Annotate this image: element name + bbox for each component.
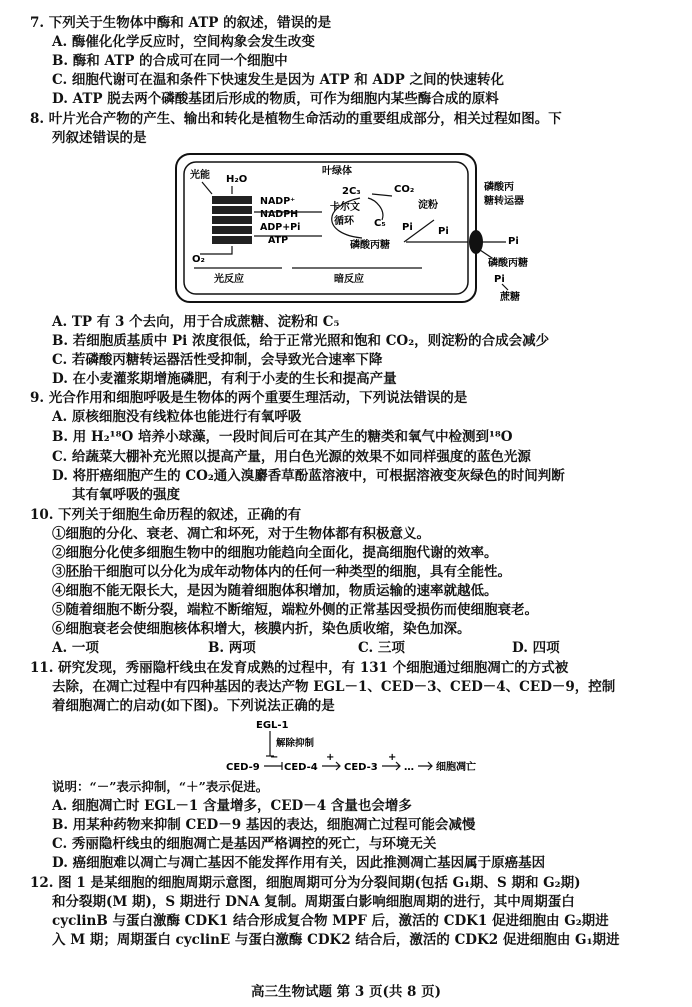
q10-statement-2: ②细胞分化使多细胞生物中的细胞功能趋向全面化，提高细胞代谢的效率。 — [52, 545, 498, 561]
label-ced3: CED-3 — [344, 762, 378, 773]
label-adp-pi: ADP+Pi — [260, 222, 301, 233]
q10-option-c: C. 三项 — [358, 640, 405, 656]
label-relieve-inhibition: 解除抑制 — [276, 738, 315, 749]
q10-statement-5: ⑤随着细胞不断分裂，端粒不断缩短，端粒外侧的正常基因受损伤而使细胞衰老。 — [52, 602, 538, 618]
label-dark-reaction: 暗反应 — [334, 274, 364, 285]
q10-option-a: A. 一项 — [52, 640, 99, 656]
q9-stem: 9. 光合作用和细胞呼吸是生物体的两个重要生理活动，下列说法错误的是 — [30, 390, 468, 406]
q11-option-b: B. 用某种药物来抑制 CED－9 基因的表达，细胞凋亡过程可能会减慢 — [52, 817, 476, 833]
q7-option-b: B. 酶和 ATP 的合成可在同一个细胞中 — [52, 53, 288, 69]
label-calvin-1: 卡尔文 — [330, 202, 360, 213]
label-apoptosis: 细胞凋亡 — [436, 762, 476, 773]
label-h2o: H₂O — [226, 174, 248, 185]
label-sucrose: 蔗糖 — [500, 292, 520, 303]
q10-statement-4: ④细胞不能无限长大，是因为随着细胞体积增加，物质运输的速率就越低。 — [52, 583, 498, 599]
q8-stem-line1: 8. 叶片光合产物的产生、输出和转化是植物生命活动的重要组成部分，相关过程如图。下 — [30, 111, 562, 127]
q8-option-b: B. 若细胞质基质中 Pi 浓度很低，给于正常光照和饱和 CO₂，则淀粉的合成会减少 — [52, 333, 550, 349]
label-o2: O₂ — [192, 254, 205, 265]
label-pi-3: Pi — [508, 236, 519, 247]
q7-option-c: C. 细胞代谢可在温和条件下快速发生是因为 ATP 和 ADP 之间的快速转化 — [52, 72, 504, 88]
label-transporter-2: 糖转运器 — [484, 196, 524, 207]
q7-option-d: D. ATP 脱去两个磷酸基团后形成的物质，可作为细胞内某些酶合成的原料 — [52, 91, 499, 107]
q12-line3: cyclinB 与蛋白激酶 CDK1 结合形成复合物 MPF 后，激活的 CDK1 促进细胞由 G₂期进 — [52, 913, 609, 929]
label-plus-1: + — [326, 752, 335, 763]
q11-stem-line1: 11. 研究发现，秀丽隐杆线虫在发育成熟的过程中，有 131 个细胞通过细胞凋亡的方式被 — [30, 660, 569, 676]
q12-line4: 入 M 期；周期蛋白 cyclinE 与蛋白激酶 CDK2 结合后，激活的 CDK2 促进细胞由 G₁期进 — [52, 932, 620, 948]
q9-option-d-line2: 其有氧呼吸的强度 — [72, 487, 180, 503]
q11-stem-line2: 去除，在凋亡过程中有四种基因的表达产物 EGL－1、CED－3、CED－4、CED－9，控制 — [52, 679, 616, 695]
label-atp: ATP — [268, 235, 289, 246]
q10-option-b: B. 两项 — [208, 640, 256, 656]
q10-statement-3: ③胚胎干细胞可以分化为成年动物体内的任何一种类型的细胞，具有全能性。 — [52, 564, 511, 580]
label-pi-4: Pi — [494, 274, 505, 285]
label-light-reaction: 光反应 — [214, 274, 244, 285]
label-ced4: CED-4 — [284, 762, 318, 773]
thylakoid-stack — [212, 196, 252, 244]
q9-option-c: C. 给蔬菜大棚补充光照以提高产量，用白色光源的效果不如同样强度的蓝色光源 — [52, 449, 531, 465]
label-triose-phosphate-2: 磷酸丙糖 — [488, 258, 528, 269]
label-chloroplast: 叶绿体 — [322, 166, 352, 177]
q8-stem-line2: 列叙述错误的是 — [52, 130, 147, 146]
label-plus-2: + — [388, 752, 397, 763]
q11-note: 说明：“－”表示抑制，“＋”表示促进。 — [52, 779, 269, 794]
label-transporter-1: 磷酸丙 — [484, 182, 514, 193]
q8-option-c: C. 若磷酸丙糖转运器活性受抑制，会导致光合速率下降 — [52, 352, 383, 368]
q11-option-c: C. 秀丽隐杆线虫的细胞凋亡是基因严格调控的死亡，与环境无关 — [52, 836, 437, 852]
label-ced9: CED-9 — [226, 762, 260, 773]
q9-option-b: B. 用 H₂¹⁸O 培养小球藻，一段时间后可在其产生的糖类和氧气中检测到¹⁸O — [52, 429, 513, 445]
label-dots: … — [404, 762, 414, 773]
photosynthesis-diagram — [172, 150, 562, 310]
q7-option-a: A. 酶催化化学反应时，空间构象会发生改变 — [52, 34, 315, 50]
q10-option-d: D. 四项 — [512, 640, 560, 656]
q10-statement-6: ⑥细胞衰老会使细胞核体积增大，核膜内折，染色质收缩，染色加深。 — [52, 621, 471, 637]
q10-stem: 10. 下列关于细胞生命历程的叙述，正确的有 — [30, 507, 302, 523]
label-co2: CO₂ — [394, 184, 415, 195]
q9-option-d-line1: D. 将肝癌细胞产生的 CO₂通入溴麝香草酚蓝溶液中，可根据溶液变灰绿色的时间判断 — [52, 468, 565, 484]
label-calvin-2: 循环 — [334, 216, 354, 227]
label-nadp: NADP⁺ — [260, 196, 296, 207]
label-2c3: 2C₃ — [342, 186, 361, 197]
q12-line1: 12. 图 1 是某细胞的细胞周期示意图，细胞周期可分为分裂间期(包括 G₁期、S 期和 G₂期) — [30, 875, 581, 891]
label-pi-2: Pi — [438, 226, 449, 237]
label-pi-1: Pi — [402, 222, 413, 233]
q8-option-a: A. TP 有 3 个去向，用于合成蔗糖、淀粉和 C₅ — [52, 314, 340, 330]
label-light-energy: 光能 — [190, 170, 210, 181]
label-c5: C₅ — [374, 218, 386, 229]
q11-option-a: A. 细胞凋亡时 EGL－1 含量增多，CED－4 含量也会增多 — [52, 798, 412, 814]
label-starch: 淀粉 — [418, 200, 438, 211]
label-nadph: NADPH — [260, 209, 299, 220]
q10-statement-1: ①细胞的分化、衰老、凋亡和坏死，对于生物体都有积极意义。 — [52, 526, 430, 542]
q11-option-d: D. 癌细胞难以凋亡与凋亡基因不能发挥作用有关，因此推测凋亡基因属于原癌基因 — [52, 855, 546, 871]
label-minus: − — [270, 752, 279, 763]
q7-stem: 7. 下列关于生物体中酶和 ATP 的叙述，错误的是 — [30, 15, 332, 31]
page-footer: 高三生物试题 第 3 页(共 8 页) — [250, 984, 442, 1000]
q8-option-d: D. 在小麦灌浆期增施磷肥，有利于小麦的生长和提高产量 — [52, 371, 397, 387]
apoptosis-pathway-diagram — [226, 716, 496, 778]
q9-option-a: A. 原核细胞没有线粒体也能进行有氧呼吸 — [52, 409, 302, 425]
label-egl1: EGL-1 — [256, 720, 289, 731]
q12-line2: 和分裂期(M 期)，S 期进行 DNA 复制。周期蛋白影响细胞周期的进行，其中周期蛋白 — [52, 894, 575, 910]
q11-stem-line3: 着细胞凋亡的启动(如下图)。下列说法正确的是 — [52, 698, 335, 714]
label-triose-phosphate: 磷酸丙糖 — [350, 240, 390, 251]
